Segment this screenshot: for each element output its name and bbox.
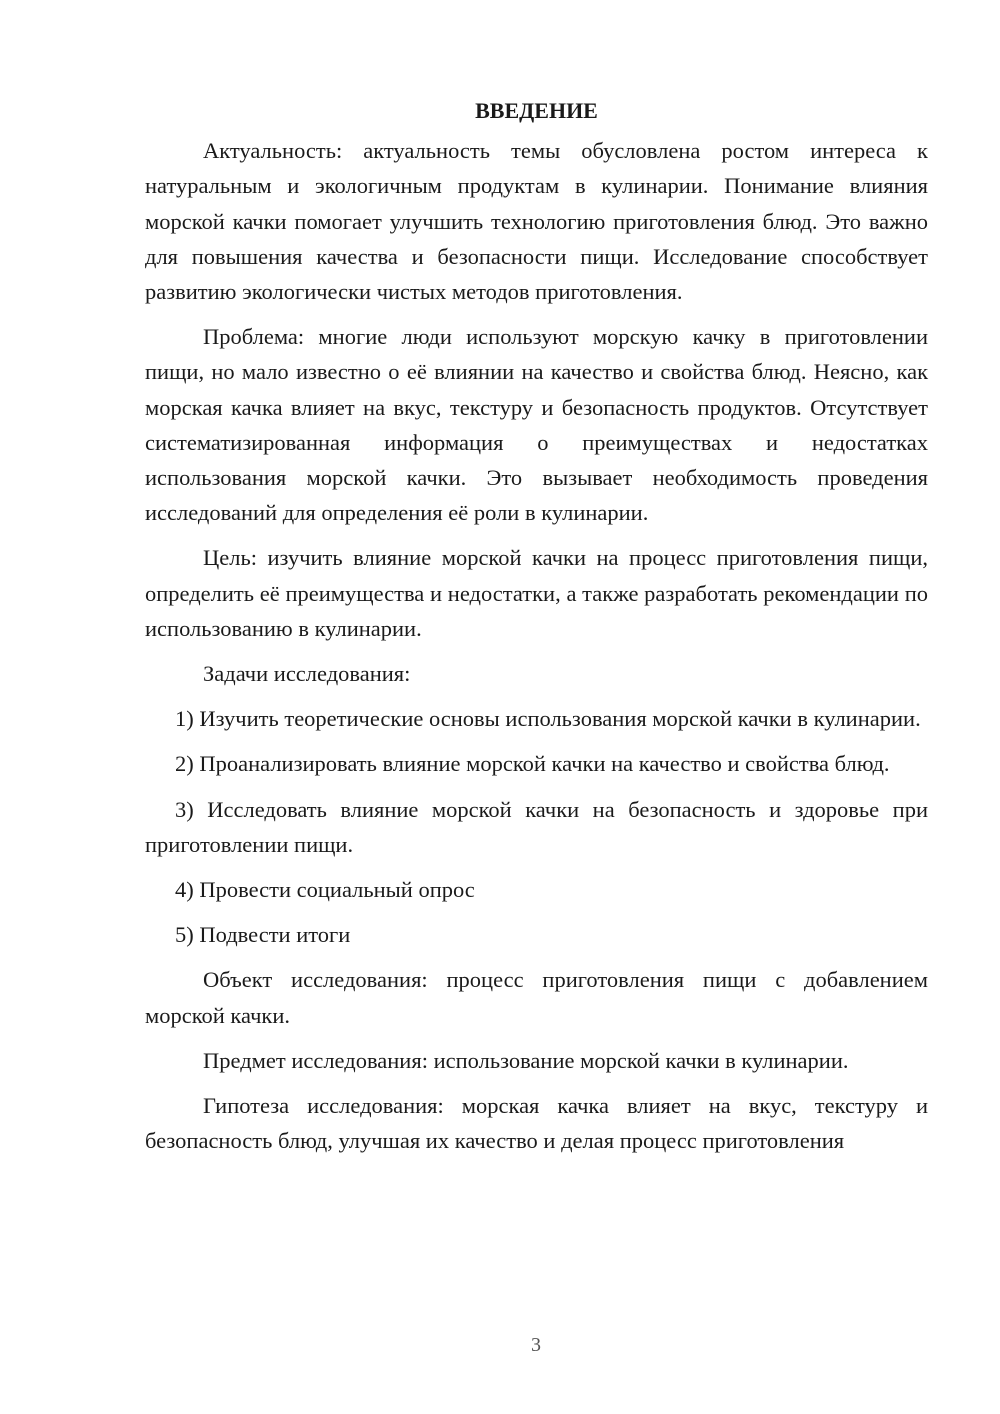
task-item: 2) Проанализировать влияние морской качки на качество и свойства блюд. — [175, 751, 890, 777]
task-item: 3) Исследовать влияние морской качки на безопасность и здоровье при приготовлении пищи. — [145, 796, 928, 857]
paragraph-problem: Проблема: многие люди используют морскую качку в приготовлении пищи, но мало известно о её влиянии на качество и свойства блюд. Неясно, как морская качка влияет на вкус, текстуру и безопасность продуктов. Отсутствует систематизированная информация о преимуществах и недостатках использования морской качки. Это вызывает необходимость проведения исследований для определения её роли в кулинарии. — [145, 324, 928, 526]
document-heading: ВВЕДЕНИЕ — [475, 98, 598, 123]
paragraph-tasks-title: Задачи исследования: — [203, 661, 411, 687]
paragraph-object: Объект исследования: процесс приготовления пищи с добавлением морской качки. — [145, 967, 928, 1028]
paragraph-subject: Предмет исследования: использование морской качки в кулинарии. — [203, 1047, 849, 1073]
page-number: 3 — [531, 1334, 541, 1356]
task-item: 4) Провести социальный опрос — [175, 877, 475, 903]
task-item: 1) Изучить теоретические основы использования морской качки в кулинарии. — [175, 706, 921, 732]
paragraph-hypothesis: Гипотеза исследования: морская качка влияет на вкус, текстуру и безопасность блюд, улучшая их качество и делая процесс приготовления — [145, 1093, 928, 1154]
paragraph-relevance: Актуальность: актуальность темы обусловлена ростом интереса к натуральным и экологичным продуктам в кулинарии. Понимание влияния морской качки помогает улучшить технологию приготовления блюд. Это важно для повышения качества и безопасности пищи. Исследование способствует развитию экологически чистых методов приготовления. — [145, 138, 928, 305]
paragraph-goal: Цель: изучить влияние морской качки на процесс приготовления пищи, определить её преимущества и недостатки, а также разработать рекомендации по использованию в кулинарии. — [145, 545, 928, 641]
document-page — [145, 93, 928, 1168]
task-item: 5) Подвести итоги — [175, 922, 351, 948]
